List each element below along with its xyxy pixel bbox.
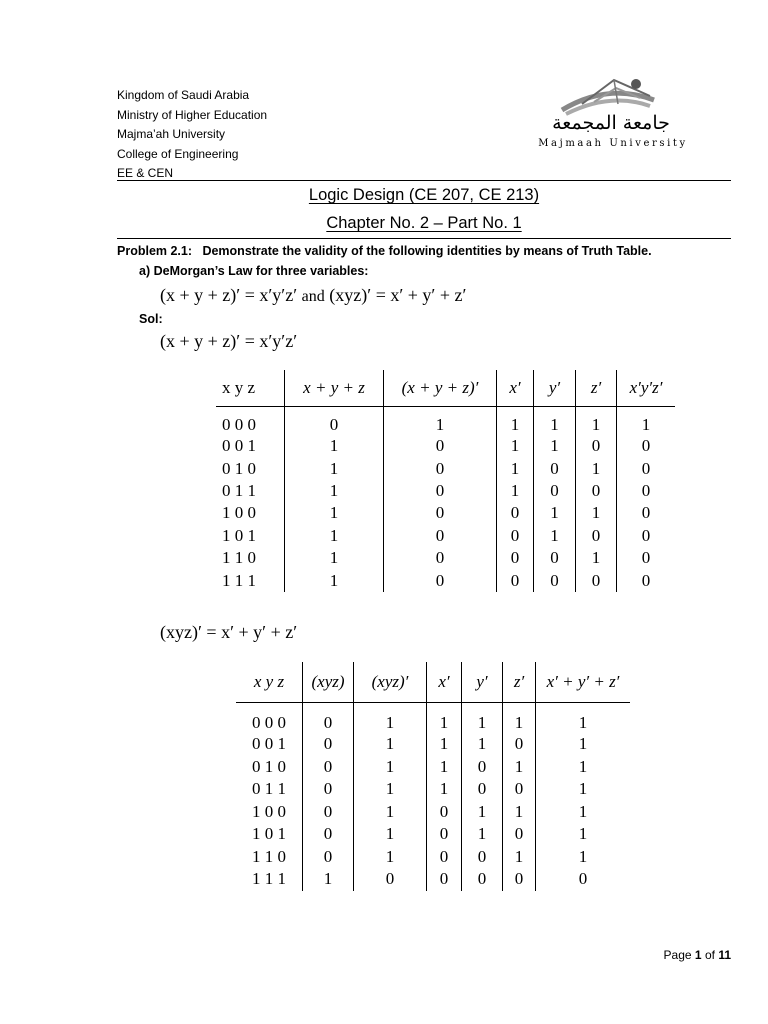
- table-cell: 0: [576, 569, 617, 591]
- table-cell: 0: [384, 457, 497, 479]
- table-cell: 0: [534, 480, 576, 502]
- table-cell: 0: [497, 502, 534, 524]
- col-header: x y z: [236, 662, 303, 703]
- table-row: [216, 480, 675, 502]
- equation-2: (xyz)′ = x′ + y′ + z′: [160, 622, 298, 642]
- table-row: [236, 778, 630, 801]
- col-header: x′: [497, 370, 534, 407]
- table-cell: 1: [497, 407, 534, 436]
- row-input-cell: 1 0 1: [222, 525, 256, 545]
- row-input-cell: 0 0 1: [252, 734, 286, 754]
- header-divider: [117, 180, 731, 181]
- table-row: [236, 868, 630, 891]
- table-cell: 0: [303, 846, 354, 869]
- table-cell: 0: [617, 457, 676, 479]
- table-cell: 0: [427, 846, 462, 869]
- table-cell: 0: [617, 480, 676, 502]
- identity-1: (x + y + z)′ = x′y′z′: [160, 285, 298, 305]
- problem-statement: [117, 244, 652, 258]
- table-cell: 0: [536, 868, 631, 891]
- table-header-row: [236, 662, 630, 703]
- table-row: [236, 756, 630, 779]
- table-cell: 1: [503, 846, 536, 869]
- table-row: [236, 801, 630, 824]
- table-cell: 0: [534, 569, 576, 591]
- table-cell: 0: [427, 823, 462, 846]
- table-cell: 0: [617, 502, 676, 524]
- table-cell: 1: [497, 435, 534, 457]
- table-row: [216, 502, 675, 524]
- table-cell: 0: [576, 480, 617, 502]
- table-cell: 1: [497, 457, 534, 479]
- table-cell: 0: [303, 823, 354, 846]
- table-cell: 0: [617, 547, 676, 569]
- table-cell: 1: [536, 846, 631, 869]
- row-input-cell: 0 1 0: [222, 458, 256, 478]
- row-input-cell: 1 0 0: [222, 503, 256, 523]
- row-input-cell: 0 1 1: [222, 480, 256, 500]
- table-row: [216, 547, 675, 569]
- table-cell: 1: [534, 407, 576, 436]
- table-cell: 0: [497, 569, 534, 591]
- truth-table-1: [216, 370, 675, 592]
- identities-line: [160, 285, 466, 306]
- table-cell: 1: [503, 801, 536, 824]
- table-cell: 0: [497, 525, 534, 547]
- col-header: x′ + y′ + z′: [536, 662, 631, 703]
- row-input-cell: 1 1 0: [252, 846, 286, 866]
- table-cell: 1: [503, 703, 536, 734]
- table-cell: 0: [617, 525, 676, 547]
- table-cell: 0: [462, 868, 503, 891]
- table-row: [236, 823, 630, 846]
- table-cell: 1: [617, 407, 676, 436]
- table-cell: 0: [384, 502, 497, 524]
- table-cell: 0: [576, 435, 617, 457]
- row-input-cell: 0 1 1: [252, 779, 286, 799]
- col-header: z′: [503, 662, 536, 703]
- table-cell: 1: [536, 733, 631, 756]
- table-cell: 0: [576, 525, 617, 547]
- table-cell: 0: [503, 823, 536, 846]
- table-row: [216, 435, 675, 457]
- table-cell: 0: [303, 801, 354, 824]
- university-logo: [522, 74, 698, 154]
- table-cell: 1: [427, 733, 462, 756]
- page-number: [600, 948, 731, 962]
- col-header: x′y′z′: [617, 370, 676, 407]
- page-word: Page: [663, 948, 692, 962]
- table-cell: 1: [354, 823, 427, 846]
- table-cell: 1: [354, 703, 427, 734]
- table-cell: 0: [503, 733, 536, 756]
- table-cell: 0: [503, 868, 536, 891]
- page-current: 1: [694, 948, 702, 962]
- page-total: 11: [718, 948, 731, 962]
- table-cell: 1: [285, 457, 384, 479]
- title-divider: [117, 238, 731, 239]
- of-word: of: [704, 948, 715, 962]
- table-cell: 0: [384, 569, 497, 591]
- table-cell: 1: [285, 502, 384, 524]
- table-cell: 0: [534, 457, 576, 479]
- table-row: [216, 407, 675, 436]
- logo-arabic-text: جامعة المجمعة: [552, 112, 670, 134]
- table-cell: 0: [617, 435, 676, 457]
- table-cell: 1: [354, 801, 427, 824]
- problem-label: Problem 2.1:: [117, 244, 193, 258]
- table-cell: 1: [462, 733, 503, 756]
- col-header: z′: [576, 370, 617, 407]
- table-row: [236, 733, 630, 756]
- logo-latin-text: Majmaah University: [538, 138, 688, 149]
- table-header-row: [216, 370, 675, 407]
- table-cell: 1: [285, 569, 384, 591]
- table-cell: 1: [497, 480, 534, 502]
- table-row: [216, 525, 675, 547]
- header-line: Majma’ah University: [117, 127, 226, 141]
- table-cell: 1: [303, 868, 354, 891]
- row-input-cell: 1 1 1: [252, 869, 286, 889]
- header-line: EE & CEN: [117, 166, 174, 180]
- header-line: Kingdom of Saudi Arabia: [117, 88, 250, 102]
- table-row: [236, 703, 630, 734]
- col-header: x y z: [216, 370, 285, 407]
- row-input-cell: 0 0 0: [222, 415, 256, 434]
- col-header: (xyz): [303, 662, 354, 703]
- table-cell: 1: [285, 547, 384, 569]
- table-cell: 0: [384, 525, 497, 547]
- table-cell: 1: [462, 801, 503, 824]
- col-header: x′: [427, 662, 462, 703]
- table-cell: 0: [303, 703, 354, 734]
- table-cell: 1: [427, 703, 462, 734]
- table-cell: 0: [534, 547, 576, 569]
- table-cell: 1: [536, 778, 631, 801]
- col-header: y′: [534, 370, 576, 407]
- and-word: and: [301, 288, 325, 305]
- table-cell: 0: [497, 547, 534, 569]
- table-cell: 0: [384, 547, 497, 569]
- table-cell: 1: [354, 756, 427, 779]
- table-cell: 0: [462, 778, 503, 801]
- table-cell: 0: [303, 778, 354, 801]
- table-cell: 1: [576, 407, 617, 436]
- table-cell: 1: [285, 435, 384, 457]
- table-cell: 1: [534, 435, 576, 457]
- table-cell: 0: [427, 801, 462, 824]
- col-header: (xyz)′: [354, 662, 427, 703]
- table-cell: 0: [303, 756, 354, 779]
- table-cell: 1: [462, 823, 503, 846]
- table-cell: 1: [427, 778, 462, 801]
- table-cell: 1: [427, 756, 462, 779]
- page-subtitle: Chapter No. 2 – Part No. 1: [326, 214, 522, 232]
- table-cell: 1: [534, 502, 576, 524]
- table-cell: 0: [303, 733, 354, 756]
- col-header: x + y + z: [285, 370, 384, 407]
- part-a-heading: a) DeMorgan’s Law for three variables:: [139, 264, 369, 278]
- table-cell: 0: [354, 868, 427, 891]
- row-input-cell: 0 1 0: [252, 756, 286, 776]
- table-cell: 1: [536, 756, 631, 779]
- header-line: College of Engineering: [117, 146, 239, 161]
- page-title: Logic Design (CE 207, CE 213): [308, 186, 540, 204]
- table-cell: 1: [384, 407, 497, 436]
- identity-2: (xyz)′ = x′ + y′ + z′: [329, 285, 467, 305]
- table-cell: 1: [576, 502, 617, 524]
- table-cell: 0: [462, 756, 503, 779]
- table-cell: 1: [536, 703, 631, 734]
- table-cell: 0: [617, 569, 676, 591]
- table-cell: 0: [462, 846, 503, 869]
- table-cell: 1: [503, 756, 536, 779]
- table-cell: 0: [427, 868, 462, 891]
- table-cell: 1: [576, 457, 617, 479]
- table-cell: 1: [534, 525, 576, 547]
- table-cell: 1: [285, 525, 384, 547]
- row-input-cell: 0 0 0: [252, 713, 286, 732]
- table-cell: 1: [285, 480, 384, 502]
- table-cell: 0: [285, 407, 384, 436]
- table-cell: 1: [462, 703, 503, 734]
- solution-label: Sol:: [139, 312, 163, 326]
- row-input-cell: 1 1 0: [222, 548, 256, 568]
- col-header: y′: [462, 662, 503, 703]
- row-input-cell: 1 0 1: [252, 824, 286, 844]
- table-cell: 0: [384, 435, 497, 457]
- table-cell: 1: [536, 823, 631, 846]
- table-cell: 0: [503, 778, 536, 801]
- table-cell: 0: [384, 480, 497, 502]
- table-cell: 1: [536, 801, 631, 824]
- problem-text: Demonstrate the validity of the following identities by means of Truth Table.: [202, 244, 652, 258]
- truth-table-2: [236, 662, 630, 891]
- row-input-cell: 1 1 1: [222, 570, 256, 590]
- table-row: [236, 846, 630, 869]
- table-cell: 1: [354, 846, 427, 869]
- header-line: Ministry of Higher Education: [117, 107, 268, 122]
- row-input-cell: 1 0 0: [252, 801, 286, 821]
- row-input-cell: 0 0 1: [222, 436, 256, 456]
- table-cell: 1: [576, 547, 617, 569]
- institution-header: [117, 86, 267, 184]
- equation-1: (x + y + z)′ = x′y′z′: [160, 331, 298, 351]
- table-row: [216, 569, 675, 591]
- table-row: [216, 457, 675, 479]
- col-header: (x + y + z)′: [384, 370, 497, 407]
- table-cell: 1: [354, 733, 427, 756]
- table-cell: 1: [354, 778, 427, 801]
